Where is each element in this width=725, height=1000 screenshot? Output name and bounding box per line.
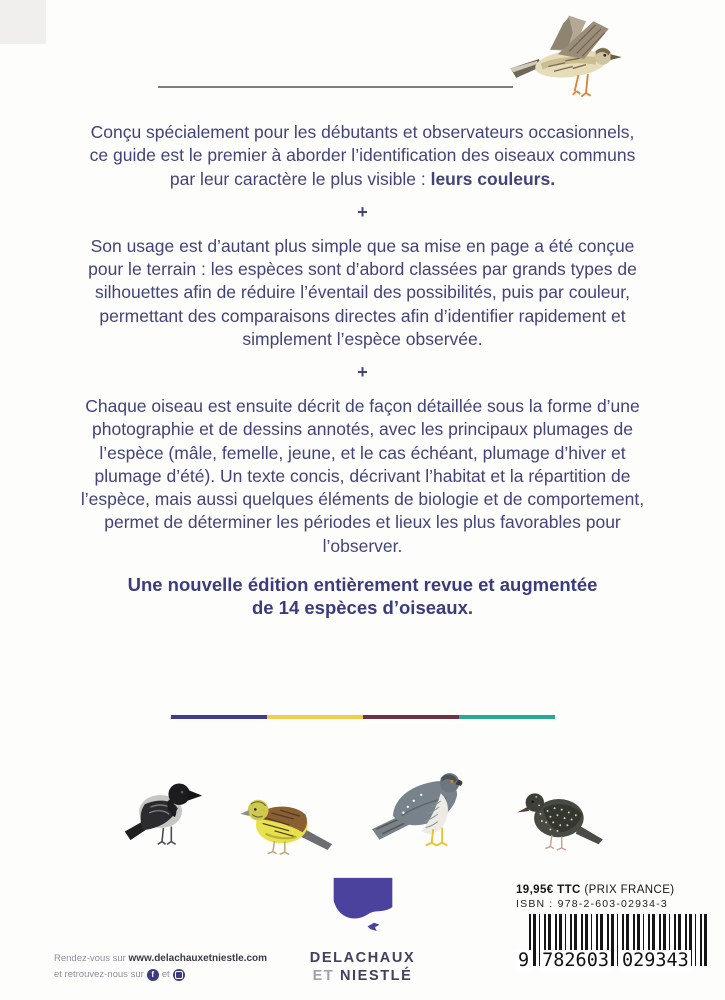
paragraph-3: Chaque oiseau est ensuite décrit de façon détaillée sous la forme d’une photographie et de dessins annotés, avec les principaux plumages de l’espèce (mâle, femelle, jeune, et le cas échéant, plumage d’hiver et plumage d’été). Un texte concis, décrivant l’habitat et la répartition de l’espèce, mais aussi quelques éléments de biologie et de comportement, permet de déterminer les périodes et lieux les plus favorables pour l’observer. — [80, 396, 645, 556]
publisher-logo-mark — [325, 876, 401, 942]
paragraph-2: Son usage est d’autant plus simple que sa mise en page a été conçue pour le terrain : les espèces sont d’abord classées par grands types de silhouettes afin de réduire l’éventail des possibilités, puis par couleur, permettant des comparaisons directes afin d’identifier rapidement et simplement l’espèce observée. — [88, 235, 637, 349]
barcode-digits — [516, 950, 691, 972]
publisher-name — [278, 949, 448, 985]
highlight-line-1: Une nouvelle édition entièrement revue et augmentée — [127, 573, 598, 595]
highlight-line-2: de 14 espèces d’oiseaux. — [251, 596, 474, 618]
paragraph-1: Conçu spécialement pour les débutants et observateurs occasionnels, ce guide est le premier à aborder l’identification des oiseaux communs par leur caractère le plus visible : leurs couleurs. — [89, 122, 636, 189]
divider-segment-teal — [459, 715, 555, 719]
back-cover-copy — [80, 121, 646, 619]
social-prefix: et retrouvez-nous sur — [54, 969, 144, 980]
scan-artifact — [0, 0, 46, 44]
price-isbn-block — [516, 884, 711, 974]
instagram-icon — [173, 969, 185, 981]
barcode-digit-group-2: 782603 — [542, 950, 609, 971]
paragraph-1-bold: leurs couleurs. — [430, 168, 556, 189]
divider-segment-maroon — [363, 715, 459, 719]
price-line — [516, 884, 711, 896]
flying-pipit-illustration — [503, 10, 635, 108]
publisher-niestle: NIESTLÉ — [339, 968, 413, 985]
barcode-digit-group-1: 9 — [518, 950, 530, 971]
new-edition-highlight — [80, 573, 646, 619]
starling-illustration — [515, 772, 607, 860]
bird-illustrations-row — [0, 750, 725, 860]
website-social-note — [54, 951, 267, 982]
barcode — [516, 914, 708, 974]
sparrowhawk-illustration — [369, 758, 481, 860]
publisher-name-line1: DELACHAUX — [309, 950, 416, 966]
plus-separator-1: + — [357, 201, 368, 222]
publisher-logo — [278, 876, 448, 985]
plus-separator-2: + — [357, 362, 368, 383]
website-url: www.delachauxetniestle.com — [128, 953, 268, 964]
publisher-et: ET — [312, 968, 335, 985]
divider-segment-purple — [171, 715, 267, 719]
multicolor-divider — [171, 715, 555, 719]
publisher-name-line2 — [278, 967, 448, 985]
isbn: ISBN : 978-2-603-02934-3 — [516, 898, 668, 910]
hooded-crow-illustration — [119, 760, 205, 860]
website-prefix: Rendez-vous sur — [54, 953, 126, 964]
social-and: et — [161, 969, 170, 980]
social-line — [54, 967, 185, 982]
top-divider-line — [158, 86, 513, 88]
price-note: (PRIX FRANCE) — [584, 884, 675, 896]
facebook-icon: f — [147, 969, 159, 981]
divider-segment-yellow — [267, 715, 363, 719]
barcode-digit-group-3: 029343 — [621, 950, 689, 971]
price: 19,95€ TTC — [516, 884, 581, 896]
website-line — [54, 951, 267, 967]
yellowhammer-illustration — [239, 778, 335, 860]
